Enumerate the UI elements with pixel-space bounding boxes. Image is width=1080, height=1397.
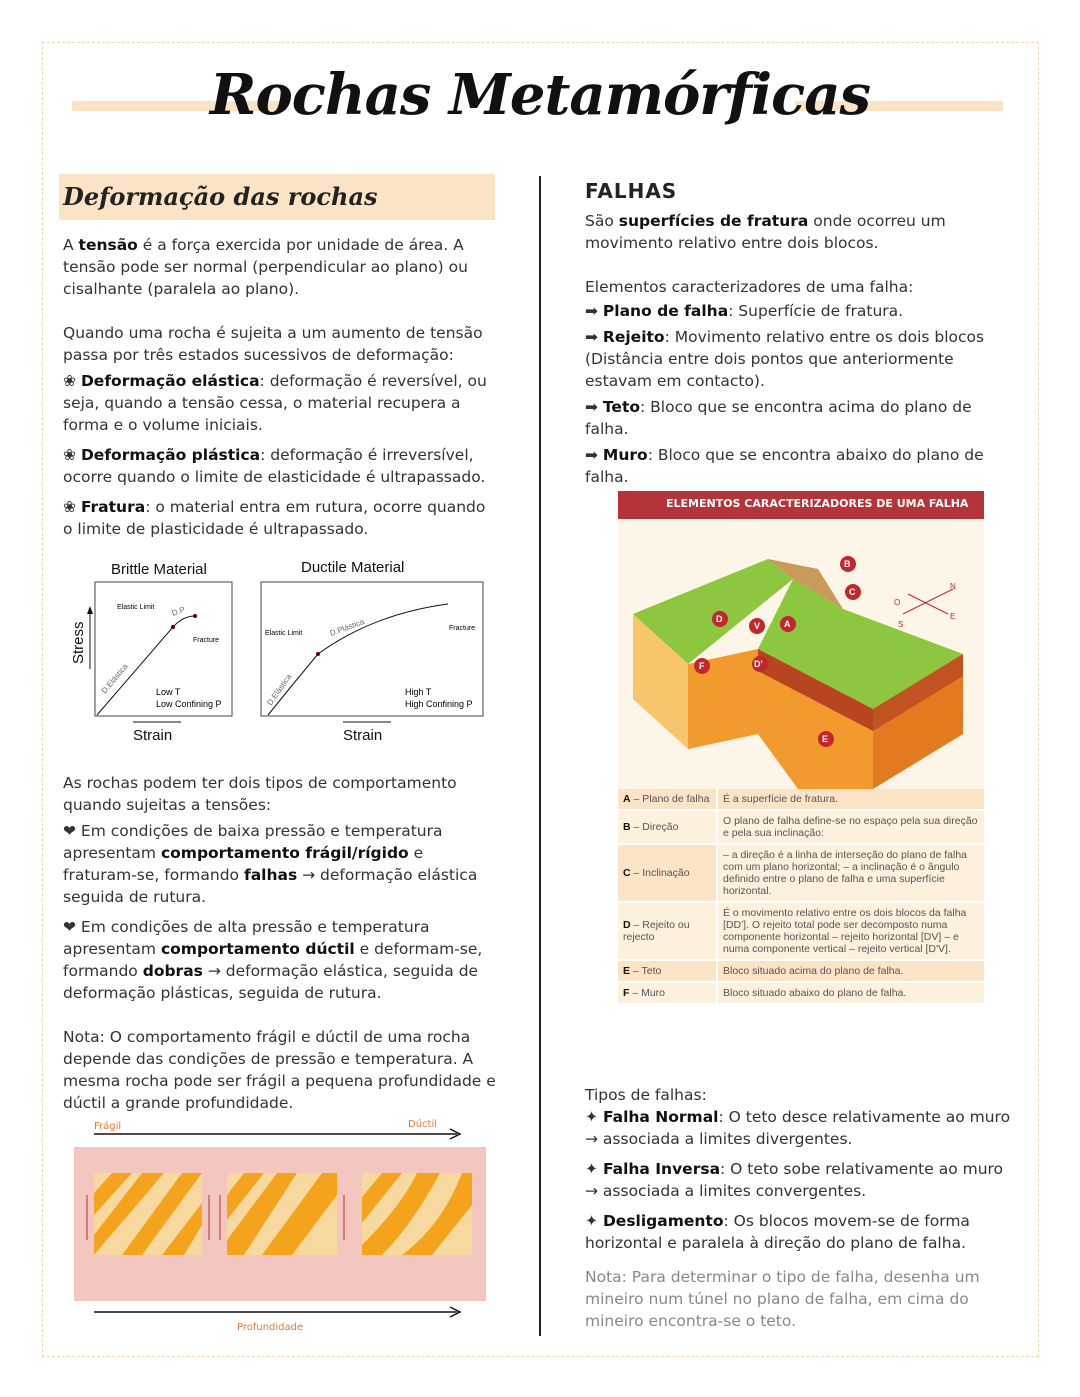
table-row: F – Muro Bloco situado abaixo do plano de falha. [618, 982, 984, 1004]
svg-text:Fracture: Fracture [449, 625, 476, 632]
svg-text:E: E [822, 734, 829, 744]
svg-text:C: C [849, 587, 856, 597]
rock-block-1 [94, 1173, 202, 1255]
behaviour-item: ❤ Em condições de alta pressão e temperatura apresentam comportamento dúctil e deformam-se, formando dobras → deformação elástica, seguida de deformação plásticas, seguida de rutura. [63, 918, 483, 1002]
ductile-frame [261, 582, 483, 716]
note: Nota: O comportamento frágil e dúctil de uma rocha depende das condições de pressão e temperatura. A mesma rocha pode ser frágil a pequena profundidade e dúctil a grande profundidade. [63, 1028, 496, 1112]
note: Nota: Para determinar o tipo de falha, desenha um mineiro num túnel no plano de falha, em cima do mineiro encontra-se o teto. [585, 1268, 980, 1330]
state-item: ❀ Deformação elástica: deformação é reversível, ou seja, quando a tensão cessa, o material recupera a forma e o volume iniciais. [63, 372, 487, 434]
svg-text:N: N [950, 582, 956, 591]
svg-text:B: B [844, 559, 851, 569]
brittle-title: Brittle Material [111, 561, 207, 578]
rock-block-3 [362, 1173, 472, 1255]
element-item: ➡ Teto: Bloco que se encontra acima do plano de falha. [585, 398, 972, 438]
fault-types [585, 1084, 1015, 1340]
svg-text:D.Elástica: D.Elástica [265, 672, 294, 708]
svg-text:Profundidade: Profundidade [237, 1322, 304, 1333]
svg-text:Strain: Strain [343, 727, 383, 744]
section-heading: FALHAS [585, 179, 678, 203]
left-column [63, 174, 498, 1122]
svg-text:D': D' [754, 659, 763, 669]
svg-text:High T: High T [405, 687, 432, 697]
svg-text:E: E [950, 612, 956, 621]
svg-text:D.Plástica: D.Plástica [328, 617, 366, 638]
stress-strain-graphs [63, 554, 493, 744]
type-item: ✦ Falha Inversa: O teto sobe relativamente ao muro → associada a limites convergentes. [585, 1160, 1004, 1200]
elements-intro: Elementos caracterizadores de uma falha: [585, 278, 914, 296]
behaviour-intro: As rochas podem ter dois tipos de comportamento quando sujeitas a tensões: [63, 774, 457, 814]
type-item: ✦ Falha Normal: O teto desce relativamente ao muro → associada a limites divergentes. [585, 1108, 1011, 1148]
behaviour-item: ❤ Em condições de baixa pressão e temperatura apresentam comportamento frágil/rígido e fraturam-se, formando falhas → deformação elástica seguida de rutura. [63, 822, 478, 906]
svg-text:D: D [716, 614, 723, 624]
svg-text:S: S [898, 620, 904, 629]
svg-text:Fracture: Fracture [193, 637, 220, 644]
tension-paragraph: A tensão é a força exercida por unidade de área. A tensão pode ser normal (perpendicular ao plano) ou cisalhante (paralela ao plano). [63, 236, 468, 298]
ductile-title: Ductile Material [301, 559, 405, 576]
rock-block-2 [227, 1173, 337, 1255]
element-item: ➡ Plano de falha: Superfície de fratura. [585, 302, 904, 320]
table-row: B – Direção O plano de falha define-se no espaço pela sua direção e pela sua inclinação: [618, 810, 984, 844]
states-intro: Quando uma rocha é sujeita a um aumento de tensão passa por três estados sucessivos de deformação: [63, 324, 483, 364]
svg-text:Elastic Limit: Elastic Limit [117, 604, 155, 611]
fault-block-diagram [618, 519, 984, 789]
element-item: ➡ Rejeito: Movimento relativo entre os dois blocos (Distância entre dois pontos que anteriormente estavam em contacto). [585, 328, 985, 390]
fault-elements-table [618, 789, 984, 1005]
svg-text:Frágil: Frágil [94, 1121, 122, 1132]
table-row: E – Teto Bloco situado acima do plano de falha. [618, 960, 984, 982]
type-item: ✦ Desligamento: Os blocos movem-se de forma horizontal e paralela à direção do plano de falha. [585, 1212, 970, 1252]
svg-text:Low T: Low T [156, 687, 181, 697]
faults-definition: São superfícies de fratura onde ocorreu um movimento relativo entre dois blocos. [585, 212, 946, 252]
svg-text:V: V [754, 621, 761, 631]
svg-text:O: O [894, 598, 901, 607]
right-column [585, 180, 1015, 496]
svg-text:Dúctil: Dúctil [408, 1119, 438, 1130]
svg-text:D.Elástica: D.Elástica [99, 661, 130, 696]
column-divider [539, 176, 541, 1336]
svg-text:A: A [784, 619, 791, 629]
fault-figure [618, 491, 984, 1005]
figure-header: ELEMENTOS CARACTERIZADORES DE UMA FALHA [618, 491, 984, 519]
table-row: D – Rejeito ou rejecto É o movimento relativo entre os dois blocos da falha [DD']. O rejeito total pode ser decomposto numa componente horizontal – rejeito horizontal [DV] – e numa componente vertical – rejeito vertical [D'V]. [618, 902, 984, 960]
section-heading: Deformação das rochas [59, 174, 495, 220]
table-row: C – Inclinação – a direção é a linha de interseção do plano de falha com um plano horizontal; – a inclinação é o ângulo definido entre o plano de falha e uma superfície horizontal. [618, 844, 984, 902]
svg-text:High Confining P: High Confining P [405, 699, 473, 709]
svg-text:Elastic Limit: Elastic Limit [265, 630, 303, 637]
y-axis-label: Stress [70, 621, 87, 664]
svg-text:D.P: D.P [170, 604, 187, 618]
svg-text:F: F [699, 661, 705, 671]
table-row: A – Plano de falha É a superfície de fratura. [618, 789, 984, 810]
element-item: ➡ Muro: Bloco que se encontra abaixo do plano de falha. [585, 446, 984, 486]
state-item: ❀ Fratura: o material entra em rutura, ocorre quando o limite de plasticidade é ultrapassado. [63, 498, 486, 538]
state-item: ❀ Deformação plástica: deformação é irreversível, ocorre quando o limite de elasticidade é ultrapassado. [63, 446, 486, 486]
compass-icon [894, 582, 956, 629]
types-intro: Tipos de falhas: [585, 1086, 707, 1104]
fragile-ductile-figure [72, 1115, 492, 1337]
svg-text:Strain: Strain [133, 727, 173, 744]
page-title: Rochas Metamórficas [209, 62, 871, 128]
svg-text:Low Confining P: Low Confining P [156, 699, 222, 709]
